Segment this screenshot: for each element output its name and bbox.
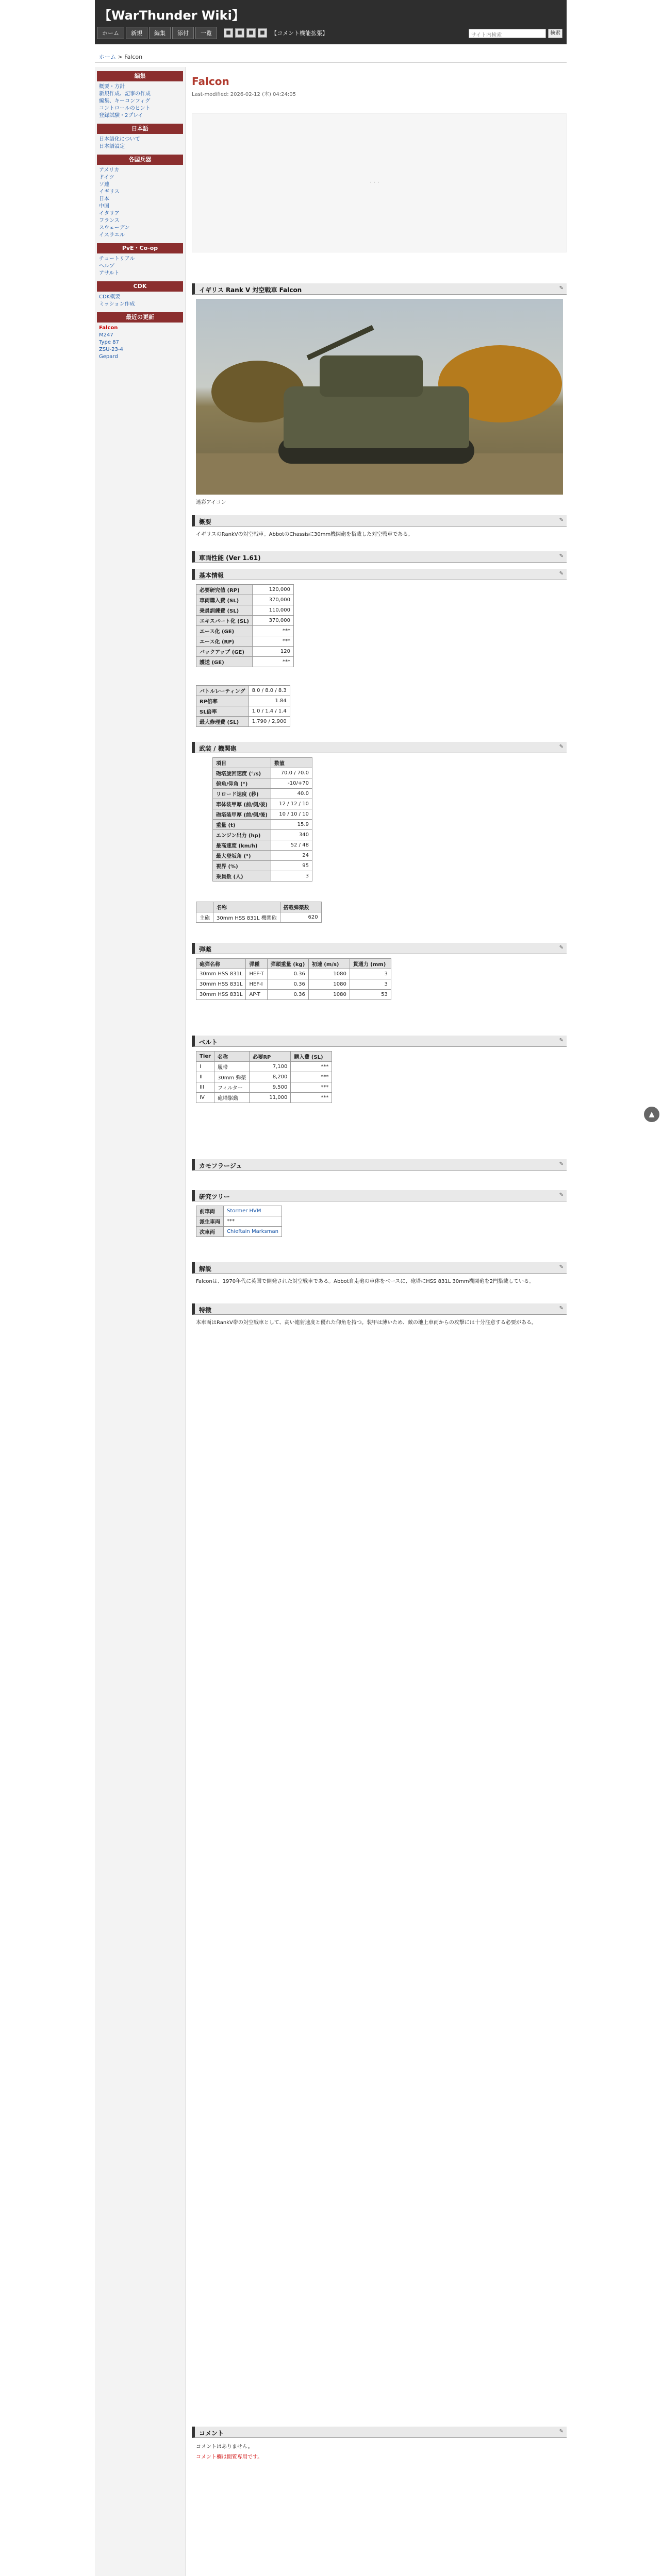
- breadcrumb-current: Falcon: [124, 54, 143, 60]
- edit-icon[interactable]: ✎: [559, 285, 564, 291]
- sidebar-item-ussr[interactable]: ソ連: [99, 182, 109, 188]
- top-navigation-bar: [95, 0, 567, 44]
- header-cell: 初速 (m/s): [308, 959, 350, 969]
- table-row: [196, 912, 322, 923]
- comments-note: コメント欄は閲覧専用です。: [196, 2454, 263, 2460]
- table-row: [196, 979, 391, 990]
- edit-icon[interactable]: ✎: [559, 571, 564, 577]
- sidebar-item[interactable]: 概要・方針: [99, 84, 125, 90]
- section-comments-title: コメント: [199, 2430, 224, 2437]
- search-button[interactable]: 検索: [548, 29, 562, 38]
- sidebar-item[interactable]: 新規作成、記事の作成: [99, 91, 151, 97]
- cell-label: RP倍率: [196, 696, 249, 706]
- sidebar-recent-item[interactable]: Gepard: [99, 354, 118, 360]
- table-row: [213, 789, 312, 799]
- sidebar-item-china[interactable]: 中国: [99, 204, 109, 209]
- cell: ***: [291, 1072, 332, 1082]
- cell: HEF-T: [246, 969, 267, 979]
- history-text: Falconは、1970年代に英国で開発された対空戦車である。Abbot自走砲の車体をベースに、砲塔にHSS 831L 30mm機関砲を2門搭載している。: [196, 1279, 535, 1284]
- sidebar-head-cdk: CDK: [97, 281, 183, 292]
- cell-value: 24: [271, 851, 312, 861]
- nav-new-button[interactable]: 新規: [126, 27, 147, 39]
- tool-icon-3[interactable]: ■: [246, 28, 256, 38]
- sidebar-item-uk[interactable]: イギリス: [99, 189, 120, 195]
- edit-icon[interactable]: ✎: [559, 1264, 564, 1270]
- table-row: [196, 717, 290, 727]
- sidebar-head-edit: 編集: [97, 71, 183, 81]
- cell-value: 1.0 / 1.4 / 1.4: [249, 706, 290, 717]
- section-unlock: [192, 551, 567, 563]
- edit-icon[interactable]: ✎: [559, 1161, 564, 1167]
- cell: 履帯: [214, 1062, 249, 1072]
- table-row: [213, 799, 312, 809]
- cell-value: ***: [224, 1216, 282, 1227]
- cell: フィルター: [214, 1082, 249, 1093]
- table-header-row: [196, 959, 391, 969]
- header-cell: 数値: [271, 758, 312, 768]
- section-summary-title: 概要: [199, 518, 212, 526]
- tool-icon-4[interactable]: ■: [258, 28, 267, 38]
- sidebar-item-israel[interactable]: イスラエル: [99, 232, 125, 238]
- cell-value: 95: [271, 861, 312, 871]
- header-cell: 弾頭重量 (kg): [267, 959, 308, 969]
- nav-edit-button[interactable]: 編集: [149, 27, 171, 39]
- edit-icon[interactable]: ✎: [559, 1038, 564, 1043]
- header-cell: 弾種: [246, 959, 267, 969]
- header-cell: 必要RP: [250, 1052, 291, 1062]
- cell-label: 最高速度 (km/h): [213, 840, 271, 851]
- cell: 3: [350, 979, 391, 990]
- weapon-table: [196, 902, 322, 923]
- table-row: [196, 1227, 282, 1237]
- cell-value: 1,790 / 2,900: [249, 717, 290, 727]
- table-row: [196, 605, 294, 616]
- cell-label: 乗員訓練費 (SL): [196, 605, 253, 616]
- header-cell: 砲弾名称: [196, 959, 246, 969]
- section-belts: [192, 1036, 567, 1047]
- cell: 0.36: [267, 990, 308, 1000]
- stats-table: [196, 584, 294, 667]
- cell-label: 砲塔装甲厚 (前/側/後): [213, 809, 271, 820]
- last-modified: Last-modified: 2026-02-12 (木) 04:24:05: [192, 92, 296, 97]
- nav-row: [97, 26, 328, 40]
- edit-icon[interactable]: ✎: [559, 517, 564, 523]
- sidebar-item[interactable]: チュートリアル: [99, 256, 135, 262]
- cell-value: 1.84: [249, 696, 290, 706]
- cell-value: ***: [253, 626, 294, 636]
- sidebar-item-usa[interactable]: アメリカ: [99, 167, 120, 173]
- cell-value: 340: [271, 830, 312, 840]
- cell: 8,200: [250, 1072, 291, 1082]
- cell-value: 370,000: [253, 595, 294, 605]
- section-research: [192, 1190, 567, 1201]
- cell-label: 視界 (%): [213, 861, 271, 871]
- cell-value[interactable]: Stormer HVM: [224, 1206, 282, 1216]
- table-row: [213, 820, 312, 830]
- cell: 53: [350, 990, 391, 1000]
- cell-value: 120,000: [253, 585, 294, 595]
- table-row: [196, 626, 294, 636]
- cell: 9,500: [250, 1082, 291, 1093]
- tank-gun: [306, 325, 374, 360]
- sidebar-item[interactable]: 日本語設定: [99, 144, 125, 149]
- cell: I: [196, 1062, 214, 1072]
- section-features-title: 特徴: [199, 1307, 212, 1314]
- cell: III: [196, 1082, 214, 1093]
- sidebar-item[interactable]: 日本語化について: [99, 137, 140, 142]
- features-text: 本車両はRankV帯の対空戦車として、高い連射速度と優れた仰角を持つ。装甲は薄いため、敵の地上車両からの攻撃には十分注意する必要がある。: [196, 1320, 537, 1326]
- ad-dots: · · ·: [370, 179, 380, 186]
- table-row: [196, 706, 290, 717]
- cell-value: 8.0 / 8.0 / 8.3: [249, 686, 290, 696]
- sidebar-recent-item[interactable]: Falcon: [99, 325, 118, 331]
- cell: 7,100: [250, 1062, 291, 1072]
- edit-icon[interactable]: ✎: [559, 744, 564, 750]
- sidebar-item[interactable]: 登録試験・2プレイ: [99, 113, 143, 118]
- table-row: [196, 585, 294, 595]
- breadcrumb-separator: >: [116, 54, 125, 60]
- header-cell: 搭載弾薬数: [280, 902, 321, 912]
- header-cell: [196, 902, 213, 912]
- search-input[interactable]: サイト内検索: [469, 29, 546, 38]
- header-cell: 名称: [213, 902, 280, 912]
- breadcrumb: [95, 49, 567, 63]
- cell: 620: [280, 912, 321, 923]
- table-row: [196, 990, 391, 1000]
- edit-icon[interactable]: ✎: [559, 1192, 564, 1198]
- table-row: [213, 809, 312, 820]
- cell-value: 15.9: [271, 820, 312, 830]
- table-row: [196, 1206, 282, 1216]
- sidebar-recent-item[interactable]: ZSU-23-4: [99, 347, 123, 352]
- sidebar-item[interactable]: ミッション作成: [99, 301, 135, 307]
- section-history: [192, 1262, 567, 1274]
- table-row: [213, 861, 312, 871]
- section-features: [192, 1303, 567, 1315]
- edit-icon[interactable]: ✎: [559, 553, 564, 559]
- header-cell: 名称: [214, 1052, 249, 1062]
- section-ammo: [192, 943, 567, 954]
- table-row: [196, 1072, 332, 1082]
- cell-value: 70.0 / 70.0: [271, 768, 312, 778]
- cell-label: リロード速度 (秒): [213, 789, 271, 799]
- cell-label: 護送 (GE): [196, 657, 253, 667]
- table-row: [196, 1062, 332, 1072]
- cell-value: 370,000: [253, 616, 294, 626]
- sidebar-item[interactable]: 編集、キーコンフィグ: [99, 98, 151, 104]
- header-cell: Tier: [196, 1052, 214, 1062]
- scroll-to-top-button[interactable]: ▲: [644, 1107, 659, 1122]
- cell: 砲塔駆動: [214, 1093, 249, 1103]
- cell: 30mm HSS 831L: [196, 969, 246, 979]
- table-row: [196, 1093, 332, 1103]
- cell: 30mm 弾薬: [214, 1072, 249, 1082]
- section-stats: [192, 569, 567, 580]
- section-summary: [192, 515, 567, 527]
- table-row: [213, 851, 312, 861]
- nav-list-button[interactable]: 一覧: [195, 27, 217, 39]
- table-row: [196, 1216, 282, 1227]
- sidebar-item[interactable]: ヘルプ: [99, 263, 114, 269]
- cell: 30mm HSS 831L: [196, 979, 246, 990]
- cell: 主砲: [196, 912, 213, 923]
- cell-label: 俯角/仰角 (°): [213, 778, 271, 789]
- section-unlock-title: 車両性能 (Ver 1.61): [199, 554, 261, 562]
- cell-value: ***: [253, 657, 294, 667]
- section-history-title: 解説: [199, 1265, 212, 1273]
- table-row: [213, 840, 312, 851]
- nav-home-button[interactable]: ホーム: [97, 27, 124, 39]
- site-title[interactable]: 【WarThunder Wiki】: [99, 8, 244, 23]
- section-stats-title: 基本情報: [199, 572, 224, 579]
- cell: 0.36: [267, 969, 308, 979]
- section-armament: [192, 742, 567, 753]
- sidebar-item-germany[interactable]: ドイツ: [99, 175, 114, 180]
- table-header-row: [196, 902, 322, 912]
- main-content: [192, 67, 567, 2460]
- cell-label: 最大修理費 (SL): [196, 717, 249, 727]
- cell-label: バックアップ (GE): [196, 647, 253, 657]
- cell-value: 52 / 48: [271, 840, 312, 851]
- table-row: [196, 636, 294, 647]
- image-caption: 迷彩アイコン: [196, 500, 226, 505]
- table-row: [213, 768, 312, 778]
- summary-text: イギリスのRankVの対空戦車。AbbotのChassisに30mm機関砲を搭載した対空戦車である。: [196, 532, 413, 537]
- sidebar: [95, 67, 186, 2576]
- table-header-row: [213, 758, 312, 768]
- header-cell: 貫通力 (mm): [350, 959, 391, 969]
- cell-label: 次車両: [196, 1227, 224, 1237]
- cell-label: バトルレーティング: [196, 686, 249, 696]
- section-comments: [192, 2427, 567, 2438]
- tool-icon-2[interactable]: ■: [235, 28, 244, 38]
- ammo-table: [196, 958, 391, 1000]
- cell: ***: [291, 1082, 332, 1093]
- cell: 1080: [308, 969, 350, 979]
- cell-label: エキスパート化 (SL): [196, 616, 253, 626]
- cell: ***: [291, 1062, 332, 1072]
- cell-value: 110,000: [253, 605, 294, 616]
- cell: 1080: [308, 979, 350, 990]
- cell-label: 砲塔旋回速度 (°/s): [213, 768, 271, 778]
- sidebar-item-france[interactable]: フランス: [99, 218, 120, 224]
- cell: HEF-I: [246, 979, 267, 990]
- sidebar-item-italy[interactable]: イタリア: [99, 211, 120, 216]
- cell-value: 3: [271, 871, 312, 882]
- table-row: [213, 871, 312, 882]
- breadcrumb-home[interactable]: ホーム: [99, 54, 116, 60]
- page-title: Falcon: [192, 75, 229, 88]
- ad-placeholder: [192, 113, 567, 252]
- table-row: [196, 696, 290, 706]
- table-row: [196, 969, 391, 979]
- table-row: [196, 657, 294, 667]
- section-camo-title: カモフラージュ: [199, 1162, 242, 1170]
- cell: IV: [196, 1093, 214, 1103]
- table-row: [196, 686, 290, 696]
- section-vehicle: [192, 283, 567, 295]
- section-armament-title: 武装 / 機関砲: [199, 745, 237, 752]
- modules-table: [196, 1051, 332, 1103]
- cell-label: エース化 (GE): [196, 626, 253, 636]
- sidebar-recent-item[interactable]: M247: [99, 332, 113, 338]
- cell-label: 車両購入費 (SL): [196, 595, 253, 605]
- cell: AP-T: [246, 990, 267, 1000]
- header-cell: 項目: [213, 758, 271, 768]
- section-ammo-title: 弾薬: [199, 946, 212, 953]
- sidebar-item-japan[interactable]: 日本: [99, 196, 109, 202]
- cell: 3: [350, 969, 391, 979]
- cell-value: 12 / 12 / 10: [271, 799, 312, 809]
- table-row: [213, 830, 312, 840]
- tank-turret: [320, 355, 423, 397]
- section-vehicle-title: イギリス Rank V 対空戦車 Falcon: [199, 286, 302, 294]
- sidebar-item[interactable]: アサルト: [99, 270, 120, 276]
- cell-label: 派生車両: [196, 1216, 224, 1227]
- nav-attach-button[interactable]: 添付: [172, 27, 194, 39]
- sidebar-head-japanese: 日本語: [97, 124, 183, 134]
- armament-table: [212, 757, 312, 882]
- sidebar-head-pve: PvE・Co-op: [97, 243, 183, 253]
- edit-icon[interactable]: ✎: [559, 2429, 564, 2434]
- br-table: [196, 685, 290, 727]
- table-header-row: [196, 1052, 332, 1062]
- research-table: [196, 1206, 282, 1237]
- cell: ***: [291, 1093, 332, 1103]
- cell: 0.36: [267, 979, 308, 990]
- table-row: [196, 1082, 332, 1093]
- cell-label: 重量 (t): [213, 820, 271, 830]
- table-row: [196, 647, 294, 657]
- cell-value: 40.0: [271, 789, 312, 799]
- comment-feature-link[interactable]: 【コメント機能拡張】: [271, 30, 328, 37]
- sidebar-item[interactable]: コントロールのヒント: [99, 106, 151, 111]
- cell-value: ***: [253, 636, 294, 647]
- sidebar-head-recent: 最近の更新: [97, 312, 183, 323]
- cell-label: 必要研究値 (RP): [196, 585, 253, 595]
- cell-label: 車体装甲厚 (前/側/後): [213, 799, 271, 809]
- cell-label: エンジン出力 (hp): [213, 830, 271, 840]
- cell-value: 120: [253, 647, 294, 657]
- sidebar-head-nations: 各国兵器: [97, 155, 183, 165]
- vehicle-image: [196, 299, 563, 495]
- cell-value: -10/+70: [271, 778, 312, 789]
- cell: 30mm HSS 831L 機関砲: [213, 912, 280, 923]
- section-camo: [192, 1159, 567, 1171]
- cell-value[interactable]: Chieftain Marksman: [224, 1227, 282, 1237]
- cell-label: 最大登坂角 (°): [213, 851, 271, 861]
- edit-icon[interactable]: ✎: [559, 945, 564, 951]
- header-cell: 購入費 (SL): [291, 1052, 332, 1062]
- cell-label: 乗員数 (人): [213, 871, 271, 882]
- table-row: [213, 778, 312, 789]
- table-row: [196, 595, 294, 605]
- cell: 11,000: [250, 1093, 291, 1103]
- comments-placeholder: コメントはありません。: [196, 2444, 253, 2450]
- sidebar-recent-item[interactable]: Type 87: [99, 340, 119, 345]
- section-research-title: 研究ツリー: [199, 1193, 230, 1200]
- sidebar-item-sweden[interactable]: スウェーデン: [99, 225, 130, 231]
- cell: 1080: [308, 990, 350, 1000]
- cell-label: SL倍率: [196, 706, 249, 717]
- cell-label: 前車両: [196, 1206, 224, 1216]
- sidebar-item[interactable]: CDK概要: [99, 294, 121, 300]
- cell: II: [196, 1072, 214, 1082]
- table-row: [196, 616, 294, 626]
- cell-label: エース化 (RP): [196, 636, 253, 647]
- edit-icon[interactable]: ✎: [559, 1306, 564, 1311]
- nav-tools: [224, 28, 328, 38]
- section-belts-title: ベルト: [199, 1039, 218, 1046]
- cell: 30mm HSS 831L: [196, 990, 246, 1000]
- cell-value: 10 / 10 / 10: [271, 809, 312, 820]
- tool-icon-1[interactable]: ■: [224, 28, 233, 38]
